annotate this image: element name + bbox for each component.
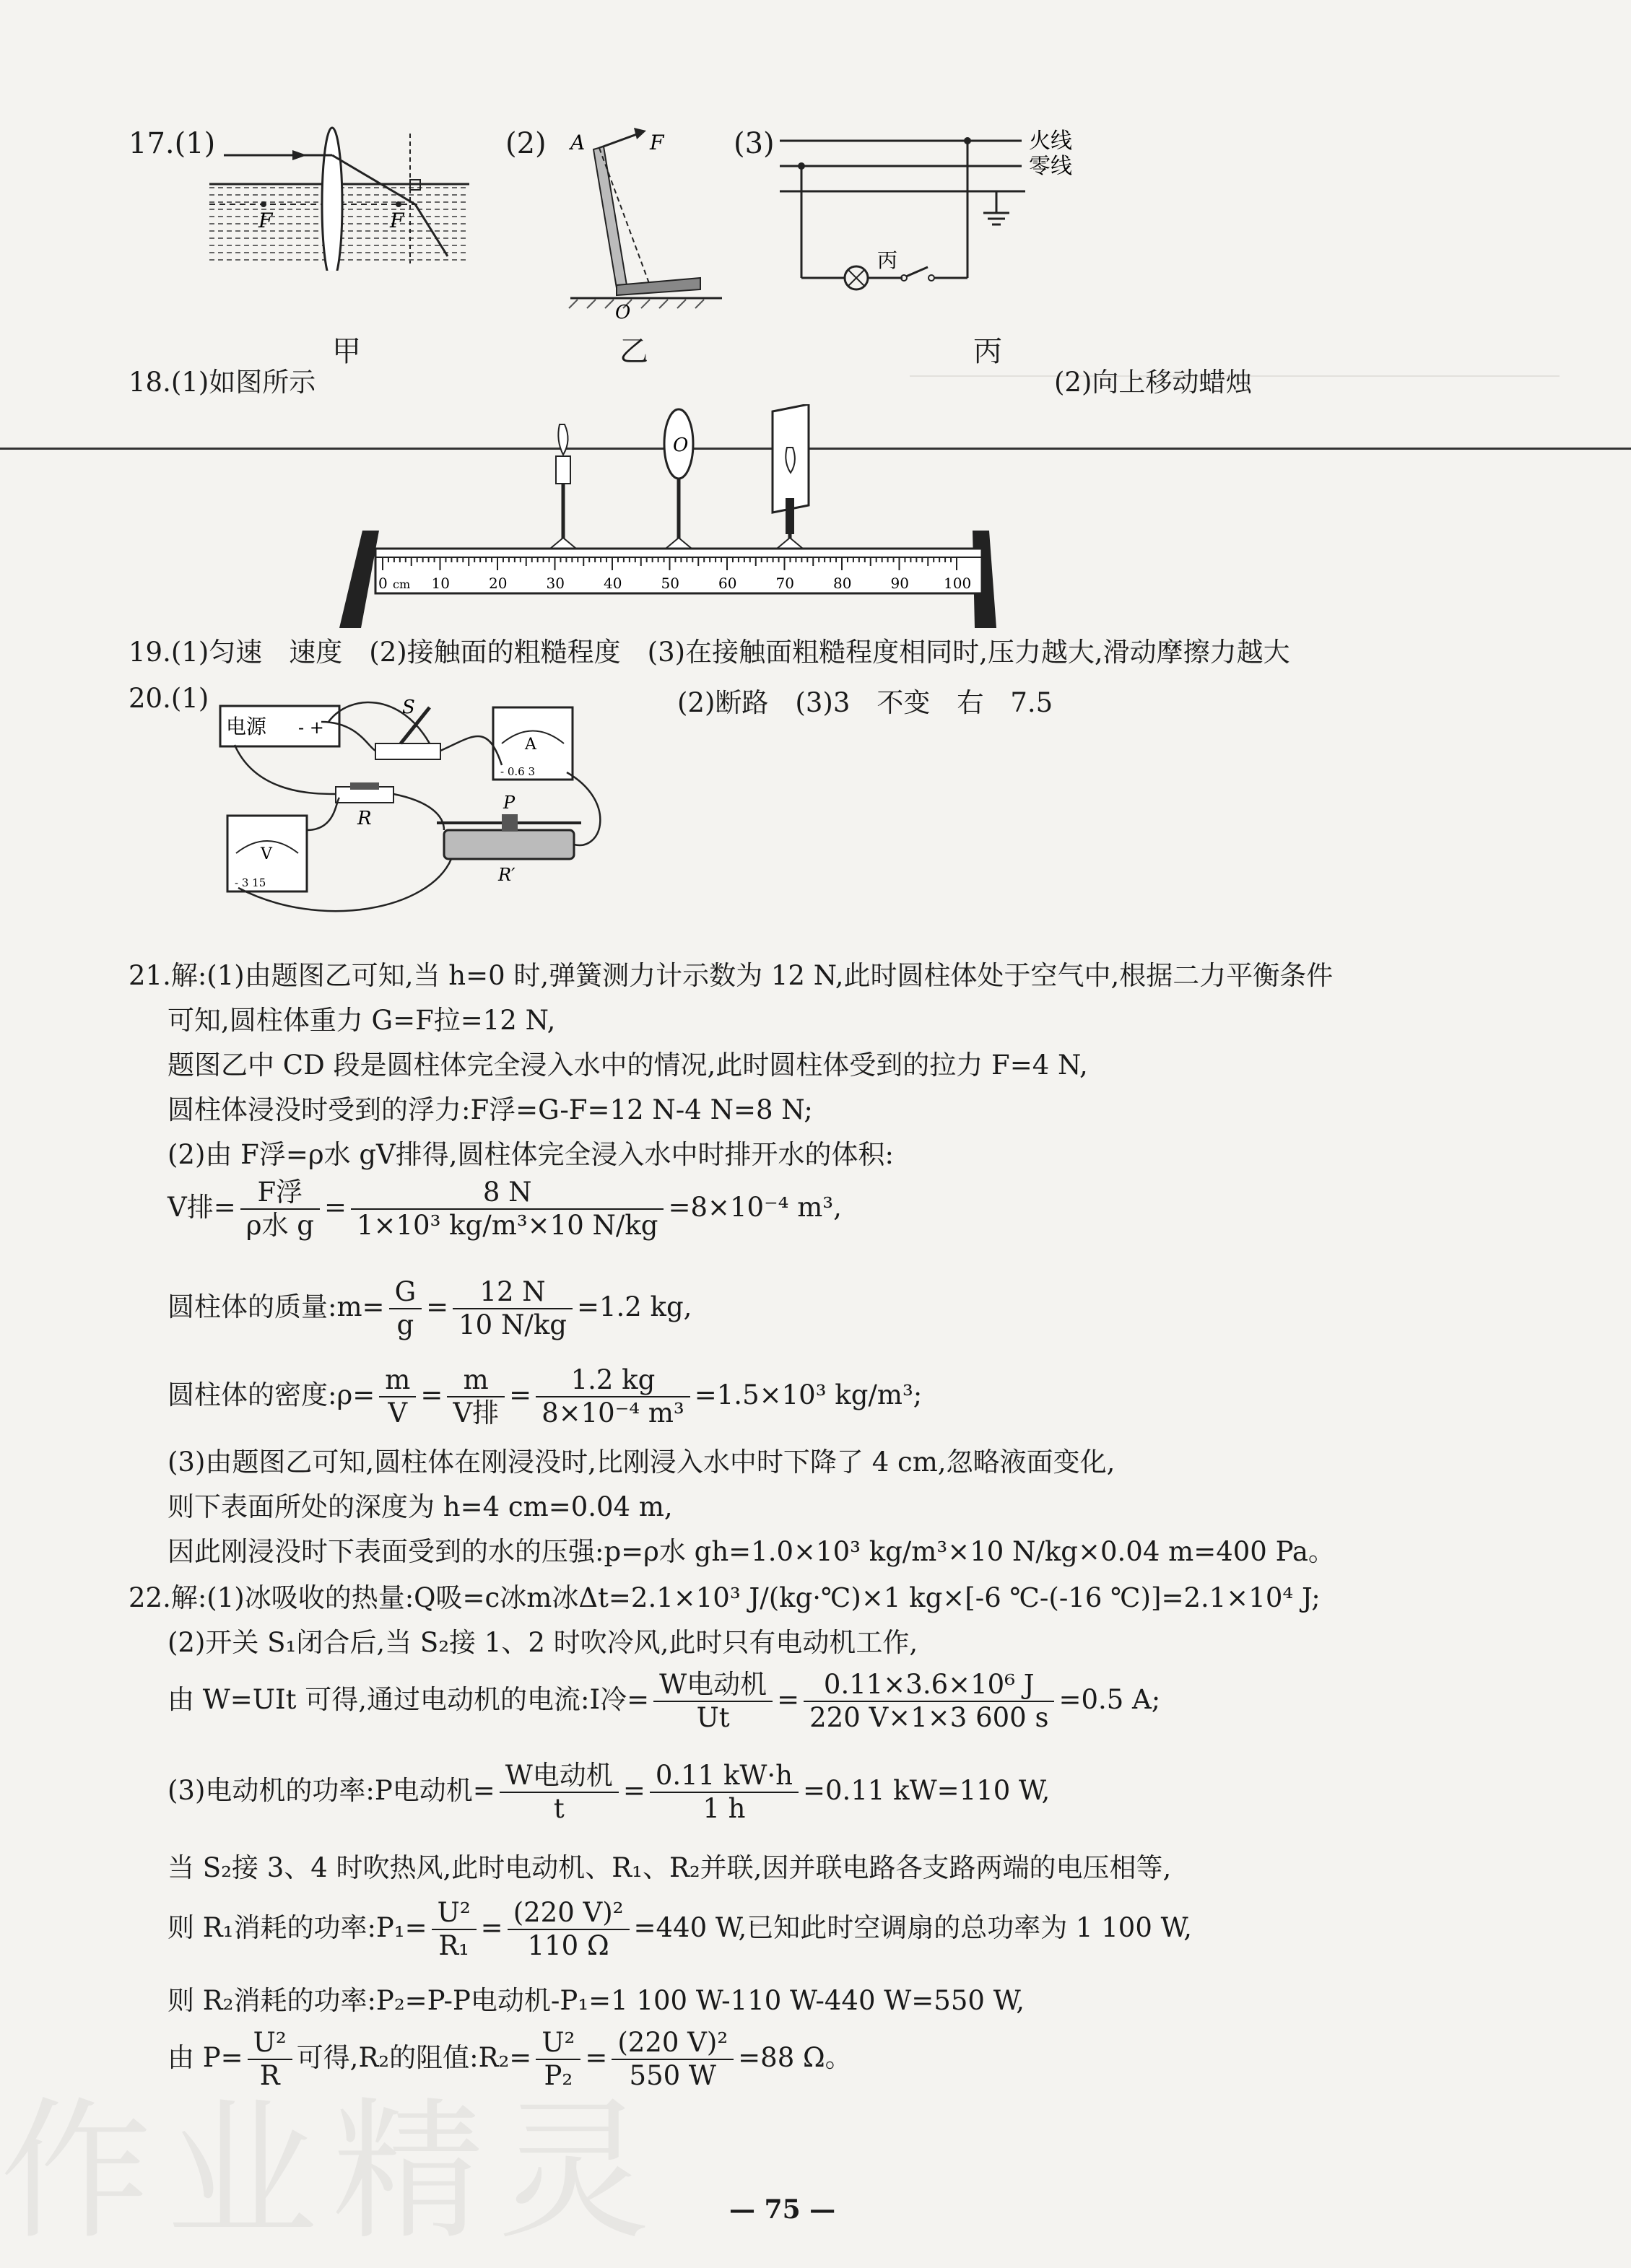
focal-label-right: F [390,209,404,232]
q22-line5: 当 S₂接 3、4 时吹热风,此时电动机、R₁、R₂并联,因并联电路各支路两端的电压相等, [168,1852,1172,1883]
resistor-label: R [357,808,372,829]
ruler-tick-label: 40 [604,575,622,592]
q22-line8-resistance: 由 P= $\frac{\text{U²}}{R}$ 可得,R₂的阻值:R₂= $\frac{\text{U²}}{\text{P₂}}$ = $\frac{\text{(220 V)²}}{550 W}$ =88 Ω。 [168,2027,852,2092]
optical-bench-figure [339,404,1004,635]
lens-label: O [673,435,689,456]
ruler-tick-label: 100 [944,575,972,592]
q22-line7: 则 R₂消耗的功率:P₂=P-P电动机-P₁=1 100 W-110 W-440 W=550 W, [168,1985,1025,2016]
q17-number: 17.(1) [129,127,216,160]
q18-part1: 18.(1)如图所示 [129,367,316,398]
q18-part2: (2)向上移动蜡烛 [1054,367,1253,398]
ruler-tick-label: 90 [890,575,909,592]
q22-line4-power: (3)电动机的功率:P电动机= $\frac{\text{W电动机}}{t}$ = $\frac{0.11 kW\cdot h}{1 h}$ =0.11 kW=110 W, [168,1760,1051,1825]
q17-sub3: (3) [734,127,775,160]
q20-answers: (2)断路 (3)3 不变 右 7.5 [677,687,1053,718]
ruler-tick-label: 70 [775,575,794,592]
q21-line6-volume: V排= $\frac{\text{F浮}}{\text{ρ水 g}}$ = $\frac{8 N}{\text{1×10³ kg/m³×10 N/kg}}$ =8×10⁻⁴ m³, [168,1177,842,1242]
ammeter-symbol: A [525,736,536,754]
q21-line4: 圆柱体浸没时受到的浮力:F浮=G-F=12 N-4 N=8 N; [168,1094,813,1125]
q17-fig-bing-circuit [780,126,1097,307]
ruler-tick-label: 80 [833,575,852,592]
watermark: 作业精灵 [0,2083,665,2260]
lamp-label: 丙 [877,248,898,272]
q22-line1: 22.解:(1)冰吸收的热量:Q吸=c冰m冰Δt=2.1×10³ J/(kg·℃)×1 kg×[-6 ℃-(-16 ℃)]=2.1×10⁴ J; [129,1582,1321,1613]
rheostat-label: R′ [498,865,516,885]
ruler-tick-label: 60 [718,575,737,592]
ruler-tick-label: 30 [546,575,565,592]
caption-bing: 丙 [973,335,1002,368]
q21-line7-mass: 圆柱体的质量:m= $\frac{G}{g}$ = $\frac{12 N}{10 N/kg}$ =1.2 kg, [168,1276,692,1341]
switch-label: S [402,697,415,718]
q21-line11: 因此刚浸没时下表面受到的水的压强:p=ρ水 gh=1.0×10³ kg/m³×10 N/kg×0.04 m=400 Pa。 [168,1536,1335,1567]
ruler-unit: cm [393,577,411,591]
label-a: A [570,131,586,154]
ruler-tick-label: 50 [661,575,679,592]
q21-line9: (3)由题图乙可知,圆柱体在刚浸没时,比刚浸入水中时下降了 4 cm,忽略液面变化, [168,1447,1115,1478]
q21-line3: 题图乙中 CD 段是圆柱体完全浸入水中的情况,此时圆柱体受到的拉力 F=4 N, [168,1050,1088,1081]
live-wire-label: 火线 [1029,128,1072,154]
focal-label-left: F [258,209,273,232]
neutral-wire-label: 零线 [1029,154,1072,179]
q21-line2: 可知,圆柱体重力 G=F拉=12 N, [168,1005,556,1036]
ruler-tick-label: 10 [431,575,450,592]
q22-line3-current: 由 W=UIt 可得,通过电动机的电流:I冷= $\frac{\text{W电动机}}{Ut}$ = $\frac{\text{0.11×3.6×10⁶ J}}{220 V\times 1\times 3 600 s}$ =0.5 A; [168,1669,1161,1734]
q17-sub2: (2) [505,127,547,160]
q21-line10: 则下表面所处的深度为 h=4 cm=0.04 m, [168,1491,673,1522]
caption-jia: 甲 [332,335,361,368]
label-f: F [650,131,664,154]
q22-line6-r1power: 则 R₁消耗的功率:P₁= $\frac{\text{U²}}{\text{R₁}}$ = $\frac{\text{(220 V)²}}{110 \Omega}$ =440 W,已知此时空调扇的总功率为 1 100 W, [168,1897,1192,1962]
q20-circuit-figure [213,693,617,917]
power-label: 电源 [226,715,267,738]
q17-fig-jia-lens [209,119,469,271]
ruler-tick-label: 0 [378,575,388,592]
voltmeter-scale: - 3 15 [235,876,266,889]
ammeter-scale: - 0.6 3 [500,765,536,778]
q19-line: 19.(1)匀速 速度 (2)接触面的粗糙程度 (3)在接触面粗糙程度相同时,压力越大,滑动摩擦力越大 [129,637,1290,668]
q21-line1: 21.解:(1)由题图乙可知,当 h=0 时,弹簧测力计示数为 12 N,此时圆柱体处于空气中,根据二力平衡条件 [129,960,1334,991]
q17-fig-yi-lever [556,119,729,321]
power-terminals: - + [298,718,324,738]
q21-line8-density: 圆柱体的密度:ρ= $\frac{m}{V}$ = $\frac{m}{\text{V排}}$ = $\frac{1.2 kg}{\text{8×10⁻⁴ m³}}$ =1.5×10³ kg/m³; [168,1364,923,1429]
q20-part1: 20.(1) [129,683,209,714]
q22-line2: (2)开关 S₁闭合后,当 S₂接 1、2 时吹冷风,此时只有电动机工作, [168,1627,918,1658]
voltmeter-symbol: V [261,845,272,863]
q21-line5: (2)由 F浮=ρ水 gV排得,圆柱体完全浸入水中时排开水的体积: [168,1139,894,1170]
slider-label: P [503,793,516,813]
caption-yi: 乙 [619,335,648,368]
page-number: — 75 — [729,2194,836,2225]
ruler-tick-label: 20 [489,575,508,592]
label-o: O [615,302,631,321]
